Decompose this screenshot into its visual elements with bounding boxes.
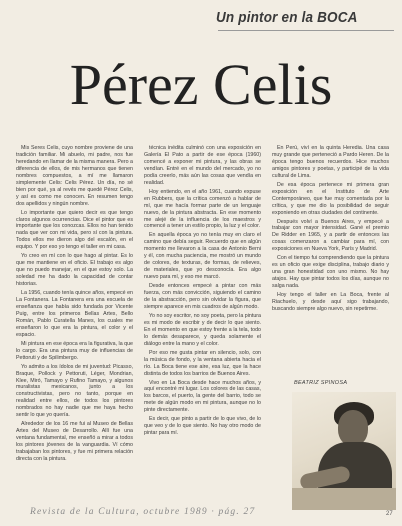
article-column-2 <box>144 145 261 503</box>
article-paragraph: Yo admito a los ídolos de mi juventud: Picasso, Braque, Pollock y Pettoruti, Léger, Mondrian, Klee, Miró, Tamayo y Rufino Tamayo, y algunos muralistas mexicanos, junto a los constructivistas, pero no tanto, porque en realidad entre ellos, de todos los pintores nombrados no hay nadie que me haya hecho sentir lo que yo quería. <box>16 363 133 419</box>
article-column-1 <box>16 145 133 503</box>
artist-photo <box>292 392 396 510</box>
article-paragraph: Mis Seres Celis, cuyo nombre proviene de una tradición familiar. Mi abuelo, mi padre, nos fue heredando en llamar de la misma manera. Pero a diferencia de ellos, de mis hermanos que tienen nombres compuestos, a mí me llamaron simplemente Celis: Celis Pérez. Un día, no sé bien por qué, ya al revés me quedé Pérez Celis, y así es como me conocen. En resumen tengo dos apellidos y ningún nombre. <box>16 145 133 207</box>
article-paragraph: Yo no soy escritor, no soy poeta, pero la pintura es mi modo de escribir y de decir lo que siento. En el momento en que estoy frente a la tela, todo lo demás desaparece, y queda solamente el diálogo entre la mano y el color. <box>144 312 261 347</box>
author-signature: BEATRIZ SPINOSA <box>294 380 348 386</box>
article-paragraph: Vivo en La Boca desde hace muchos años, y aquí encontré mi lugar. Los colores de las casas, los barcos, el puerto, la gente del barrio, todo se mete de algún modo en mi pintura, aunque no lo pinte directamente. <box>144 379 261 414</box>
article-paragraph: Yo creo en mí con lo que hago al pintar. Es lo que me mantiene en el oficio. El trabajo es algo que no puedo manejar, en el que estoy solo. La soledad me ha dado la capacidad de contar historias. <box>16 253 133 288</box>
article-column-3 <box>272 145 389 378</box>
article-paragraph: Por eso me gusta pintar en silencio, solo, con la música de fondo, y la ventana abierta hacia el río. La Boca tiene ese aire, esa luz, que la hace distinta de todos los barrios de Buenos Aires. <box>144 349 261 377</box>
handwritten-source-note: Revista de la Cultura, octubre 1989 · pág. 27 <box>30 507 256 517</box>
photo-head-shape <box>338 410 368 446</box>
article-paragraph: En Perú, viví en la quinta Heredia. Una casa muy grande que perteneció a Pardo Heren. De la época tengo buenos recuerdos. Hice muchos amigos pintores y poetas, y participé de la vida cultural de Lima. <box>272 145 389 179</box>
article-paragraph: Lo importante que quiero decir es que tengo claros algunos ocurrencias. Dice el pintor que es importante que los conozcas. Ellos no han tenido nada que ver con mi vida, pero sí con la pintura. Todos ellos me dieron algo del escalón, en el equipo. Y por eso yo tengo el taller en mi casa. <box>16 209 133 251</box>
article-paragraph: técnica inédita culminó con una exposición en Galería El Pato a partir de ese época (1960) comencé a exponer mi pintura, y las obras se vendían. Entré en el mundo del mercado, yo no podía creerlo, más aún las cosas que vendía en realidad. <box>144 145 261 186</box>
article-paragraph: Hoy tengo el taller en La Boca, frente al Riachuelo, y desde aquí sigo trabajando, buscando siempre algo nuevo, sin repetirme. <box>272 292 389 312</box>
section-kicker: Un pintor en la BOCA <box>216 10 358 26</box>
kicker-divider <box>218 30 394 31</box>
article-paragraph: Alrededor de los 16 me fui al Museo de Bellas Artes del Museo de Desarrollo. Allí fue una ventana fundamental, me enseñó a mirar a todos los pintores jóvenes de la vanguardia. Ví cómo trabajaban los pintores, y fue mi primera relación directa con la pintura. <box>16 421 133 462</box>
article-paragraph: La 1956, cuando tenía quince años, empecé en La Fontanera. La Fontanera era una escuela de enseñanza que había sido fundada por Vicente Puig, entre los primeros Bellas Artes, Bello Román, Pablo Curatella Manes, los cuales me enseñaron lo que era la pintura, el color y el espacio. <box>16 290 133 338</box>
article-paragraph: En aquella época yo no tenía muy en claro el camino que debía seguir. Recuerdo que en algún momento me llevaron a la casa de Antonio Berni y él, con mucha paciencia, me mostró un mundo de colores, de texturas, de formas, de relieves, de materiales, que yo desconocía. Era algo nuevo para mí, y eso me marcó. <box>144 232 261 281</box>
article-paragraph: Con el tiempo fui comprendiendo que la pintura es un oficio que exige disciplina, trabajo diario y una gran honestidad con uno mismo. No hay atajos. Hay que pintar todos los días, aunque no salga nada. <box>272 255 389 290</box>
article-paragraph: Desde entonces empecé a pintar con más fuerza, con más convicción, siguiendo el camino de la abstracción, pero sin olvidar la figura, que siempre aparece en mis cuadros de algún modo. <box>144 283 261 310</box>
article-paragraph: Después volví a Buenos Aires, y empecé a trabajar con mayor intensidad. Gané el premio De Ridder en 1965, y a partir de entonces las cosas comenzaron a cambiar para mí, con exposiciones en Nueva York, París y Madrid. <box>272 218 389 253</box>
article-title: Pérez Celis <box>69 52 333 117</box>
page-number: 27 <box>386 511 393 517</box>
article-paragraph: Mi pintura en ese época era la figurativa, la que lo cargo. Era una pintura muy de influencias de Pettoruti y de Spilimbergo. <box>16 340 133 361</box>
article-paragraph: Es decir, que pinto a partir de lo que vivo, de lo que veo y de lo que siento. No hay otro modo de pintar para mí. <box>144 416 261 437</box>
article-paragraph: Hoy entiendo, en el año 1961, cuando expuse en Rubbers, que la crítica comenzó a hablar de mí, que me hacía formar parte de un lenguaje nuevo, de la pintura abstracta. En ese momento me alejé de la influencia de los maestros y comencé a tener un estilo propio, la luz y el color. <box>144 188 261 230</box>
article-paragraph: De esa época pertenece mi primera gran exposición en el Instituto de Arte Contemporáneo, que fue muy comentada por la crítica, y que me dio la posibilidad de seguir exponiendo en otras ciudades del continente. <box>272 181 389 216</box>
